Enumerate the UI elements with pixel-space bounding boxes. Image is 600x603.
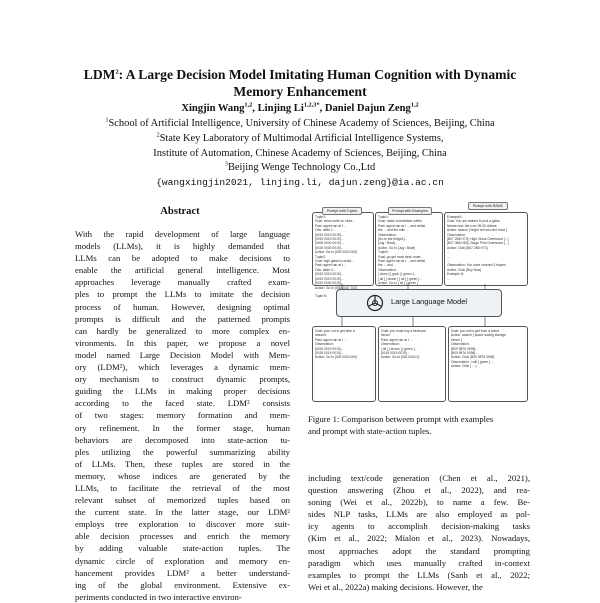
figure-text-line: Needs rest: the over 35.00 dollars — [447, 223, 497, 228]
abstract-line: approaches leverage manually crafted exam- — [75, 277, 290, 288]
figure-text-line: Tuple1: — [378, 215, 389, 219]
figure-text-line: Observation: I will [ green ] ... — [451, 359, 494, 364]
figure-text-line: Goal: high glass to avoid... — [315, 259, 354, 264]
abstract-body — [75, 228, 290, 603]
output-2-content — [381, 329, 443, 399]
figure-text-line: Action: Go to [Jug / Bowl] — [378, 245, 416, 250]
figure-text-line: Goal: you must buy a bedroom — [381, 329, 427, 333]
figure-text-line: [0019 0019 0019]... — [315, 351, 344, 356]
figure-text-line: Action: Go to [ all ] [ green ] — [378, 281, 418, 286]
title-line2: Memory Enhancement — [233, 84, 367, 99]
figure-text-line: Goal: make a breakfast coffee — [378, 219, 422, 224]
abstract-line: process of human. However, designing optimal — [75, 301, 290, 312]
figure-text-line: the ... and the milk ... — [378, 228, 409, 233]
figure-text-line: dessert — [315, 333, 326, 338]
abstract-line: prompts is difficult and the patterned prompts — [75, 313, 290, 324]
figure-text-line: Goal: you out to get from a sheet — [451, 329, 500, 333]
figure-text-line: [0019 0019 0019]... — [315, 272, 344, 277]
figure-text-line: [ all ] [ closer ] [ all ] [ green ]... — [378, 276, 422, 281]
abstract-line: can hardly be generalized to more complex en- — [75, 325, 290, 336]
abstract-line: able decision processes and enrich the memory — [75, 531, 290, 542]
figure-text-line: [Jug / Bowl]... — [378, 241, 398, 246]
affiliation-3: $^3$Beijing Wenge Technology Co.,Ltd — [224, 160, 376, 173]
figure-text-line: [B09 9876 0098]... — [451, 346, 478, 351]
figure-text-line: Past: agent ran at t ... — [315, 337, 347, 342]
openai-logo-icon — [365, 293, 385, 313]
figure-text-line: Action: Go to [000 0004 0] — [381, 355, 420, 360]
figure-text-line: Action: Click [B07 2B8 H73] — [447, 245, 488, 250]
figure-text-line: Tuple N: — [315, 294, 328, 299]
figure-1 — [308, 200, 530, 400]
author-sup: 1,2 — [410, 101, 419, 109]
caption-line: and prompt with state-action tuples. — [308, 426, 432, 436]
figure-text-line: Observation: — [447, 232, 466, 237]
body-line: (Kim et al., 2022; Mialon et al., 2023). Nowadays, — [308, 533, 530, 544]
author-email[interactable]: {wangxingjin2021, linjing.li, dajun.zeng}@ia.ac.cn — [156, 177, 444, 188]
abstract-line: LLMs can be adopted to make decisions to — [75, 253, 290, 264]
output-3-content — [451, 329, 525, 399]
title-sup: 2 — [115, 68, 119, 76]
figure-text-line: Past: agent ran at t... — [315, 223, 346, 228]
abstract-line: of two stages: memory formation and mem- — [75, 410, 290, 421]
abstract-line: dynamic circle of exploration and memory en- — [75, 555, 290, 566]
output-1-content — [315, 329, 373, 399]
figure-text-line: Example N: — [447, 272, 465, 277]
author-sup: 1,2,3* — [303, 101, 320, 109]
affiliation-2-cont: Institute of Automation, Chinese Academy of Sciences, Beijing, China — [153, 148, 447, 159]
figure-text-line: Goal: You are trained to pick a glass — [447, 219, 500, 224]
output-box-2 — [378, 326, 446, 402]
author-list — [40, 103, 560, 114]
prompt-tuples-header: Prompt with Tuples — [322, 207, 362, 215]
output-box-3 — [448, 326, 528, 402]
figure-text-line: ... — [447, 254, 450, 259]
figure-text-line: Action: Click [Buy Now] — [447, 267, 482, 272]
figure-text-line: Action: Click [ ... ] — [451, 364, 477, 369]
abstract-line: behaviors are decomposed into state-action tu- — [75, 434, 290, 445]
figure-text-line: Observation: — [381, 342, 400, 347]
body-line: most approaches adopt the standard prompting — [308, 545, 530, 556]
figure-text-line: ... — [447, 250, 450, 255]
figure-text-line: [B09 9876 0098]... — [451, 351, 478, 356]
figure-text-line: ... — [378, 285, 381, 290]
figure-text-line: Action: Go to [000 0004 000] — [315, 355, 357, 360]
abstract-line: ory refinement. In the former stage, human — [75, 422, 290, 433]
figure-text-line: Past: agent ran at t... — [315, 263, 346, 268]
figure-text-line: bench ] — [451, 337, 462, 342]
figure-text-line: Action: Go to [000 0004 000] — [315, 250, 357, 255]
abstract-line: ing of the global environment. Extensive ex- — [75, 579, 290, 590]
figure-text-line: [0019 0019 0019]... — [315, 232, 344, 237]
title-ldm: LDM — [83, 67, 116, 82]
prompt-examples-header: Prompt with Examples — [388, 207, 432, 215]
author-name: Xingjin Wang — [181, 103, 245, 114]
abstract-line: guiding the LLMs in making proper decisions — [75, 386, 290, 397]
figure-text-line: Goal: clean knife on store... — [315, 219, 356, 224]
abstract-line: LLMs, to facilitate the retrieval of the most — [75, 482, 290, 493]
figure-text-line: [0019 0019 0019]... — [315, 237, 344, 242]
figure-text-line: bench — [381, 333, 390, 338]
figure-text-line: Past: agent ran at t ... — [381, 337, 413, 342]
body-line: icy agents to accomplish decision-making tasks — [308, 521, 530, 532]
figure-text-line: Observation: — [315, 342, 334, 347]
figure-text-line: Goal: your out to get time a — [315, 329, 355, 333]
figure-text-line: Goal: go get most desk order... — [378, 254, 424, 259]
abstract-line: by adding valuable state-action tuples. The — [75, 543, 290, 554]
figure-text-line: Action: Go to [000 0007 700] — [315, 285, 357, 290]
figure-text-line: [0019 0019 0019]... — [315, 346, 344, 351]
figure-text-line: Obs: table 4... — [315, 267, 336, 272]
body-line: Wei et al., 2022a) making decisions. However, the — [308, 581, 483, 592]
abstract-line: ory (LDM²), which leverages a dynamic mem- — [75, 362, 290, 373]
figure-text-line: Observation: You have ordered 3 buyers — [447, 263, 507, 268]
abstract-line: enable the artificial general intelligence. Most — [75, 265, 290, 276]
figure-text-line: [Go to the fridge1]... — [378, 237, 408, 242]
abstract-line: ory mechanism to construct dynamic prompts, — [75, 374, 290, 385]
abstract-line: models (LLMs), it is highly demanded that — [75, 241, 290, 252]
figure-text-line: [0019 0000 0019]... — [315, 281, 344, 286]
author-name: Daniel Dajun Zeng — [324, 103, 411, 114]
abstract-line: of LLMs. Then, these tuples are stored in the — [75, 458, 290, 469]
abstract-line: vironments. In this paper, we propose a novel — [75, 337, 290, 348]
output-box-1 — [312, 326, 376, 402]
abstract-line: model named Large Decision Model with Mem- — [75, 349, 290, 360]
figure-text-line: Tuple2: — [315, 254, 326, 259]
figure-text-line: Past: agent ran at t ... and whilst — [378, 259, 426, 264]
body-line: question answering (Zhou et al., 2022), and rea- — [308, 485, 530, 496]
abstract-line: memory, whose indices are generated by the — [75, 470, 290, 481]
figure-text-line: Example1: — [447, 215, 463, 219]
abstract-line: hancement provides LDM² a better understand- — [75, 567, 290, 578]
abstract-line: the current state. In the latter stage, our LDM² — [75, 507, 290, 518]
figure-text-line: Obs: table 1... — [315, 228, 336, 233]
figure-text-line: Action: search [ bright red sun-vire shoe ] — [447, 228, 508, 233]
paper-title — [40, 66, 560, 100]
figure-text-line: [B07 3B6 H83], Stage Print Overboard [...] — [447, 241, 509, 246]
figure-text-line: [0019 0000 0019]... — [315, 245, 344, 250]
affiliation-1: $^1$School of Artificial Intelligence, University of Chinese Academy of Sciences, Beijing, China — [105, 116, 495, 129]
abstract-line: ples to prompt the LLMs to imitate the decision — [75, 289, 290, 300]
author-name: Linjing Li — [257, 103, 304, 114]
intro-body — [308, 472, 530, 593]
body-line: soning (Wei et al., 2022b), to name a few. Be- — [308, 497, 530, 508]
body-line: including text/code generation (Chen et al., 2021), — [308, 473, 530, 483]
author-sup: 1,2 — [244, 101, 253, 109]
figure-text-line: [0000 0040 0010]... — [315, 241, 344, 246]
figure-text-line: Tuple1: — [315, 215, 326, 219]
figure-caption — [308, 413, 530, 437]
abstract-line: relevant subset of memorized tuples based on — [75, 495, 290, 506]
figure-text-line: [ all ] [ brown ] [ green ]... — [381, 346, 418, 351]
figure-text-line: ... — [447, 276, 450, 281]
figure-text-line: Tuple2: — [378, 250, 389, 255]
figure-text-line: Action: Click [B09 9876 0098] — [451, 355, 495, 360]
abstract-heading: Abstract — [160, 206, 200, 217]
caption-line: Figure 1: Comparison between prompt with examples — [308, 414, 494, 424]
figure-text-line: Action: search [ space saving storage — [451, 333, 506, 338]
title-rest: : A Large Decision Model Imitating Human Cognition with Dynamic — [118, 67, 517, 82]
figure-text-line: [0019 0019 0019]... — [381, 351, 410, 356]
figure-text-line: Past: agent ran at t ... and whilst — [378, 223, 426, 228]
affiliation-2: $^2$State Key Laboratory of Multimodal Artificial Intelligence Systems, — [156, 131, 444, 144]
figure-text-line: Observation: — [378, 232, 397, 237]
figure-text-line: [ close ] [ grab ] [ green ]... — [378, 272, 417, 277]
abstract-line: according to the faced state. LDM² consists — [75, 398, 290, 409]
figure-text-line: ... — [447, 259, 450, 264]
author-separator: , — [252, 103, 258, 114]
llm-label: Large Language Model — [391, 297, 468, 306]
abstract-line: employs tree exploration to discover more suit- — [75, 519, 290, 530]
abstract-line: With the rapid development of large language — [75, 229, 290, 239]
figure-text-line: Observation: — [451, 342, 470, 347]
abstract-line: ples utilizing the powerful summarizing ability — [75, 446, 290, 457]
body-line: examples to prompt the LLMs (Sanh et al., 2022; — [308, 569, 530, 580]
figure-text-line: Observation: — [378, 267, 397, 272]
figure-text-line: [0019 0019 0019]... — [315, 276, 344, 281]
figure-text-line: [B07 2B8 H73], High Gloss Overboard [...] — [447, 237, 509, 242]
figure-text-line: ... — [315, 289, 318, 294]
llm-box — [336, 289, 502, 317]
prompt-ramc-header: Prompt with RAMC — [468, 202, 508, 210]
body-line: sides NLP tasks, LLMs are also employed as pol- — [308, 509, 530, 520]
abstract-line: periments conducted in two interactive environ- — [75, 591, 242, 602]
figure-text-line: the ... and ... — [378, 263, 397, 268]
body-line: paradigm which uses manually crafted in-context — [308, 557, 530, 568]
author-separator: , — [319, 103, 325, 114]
